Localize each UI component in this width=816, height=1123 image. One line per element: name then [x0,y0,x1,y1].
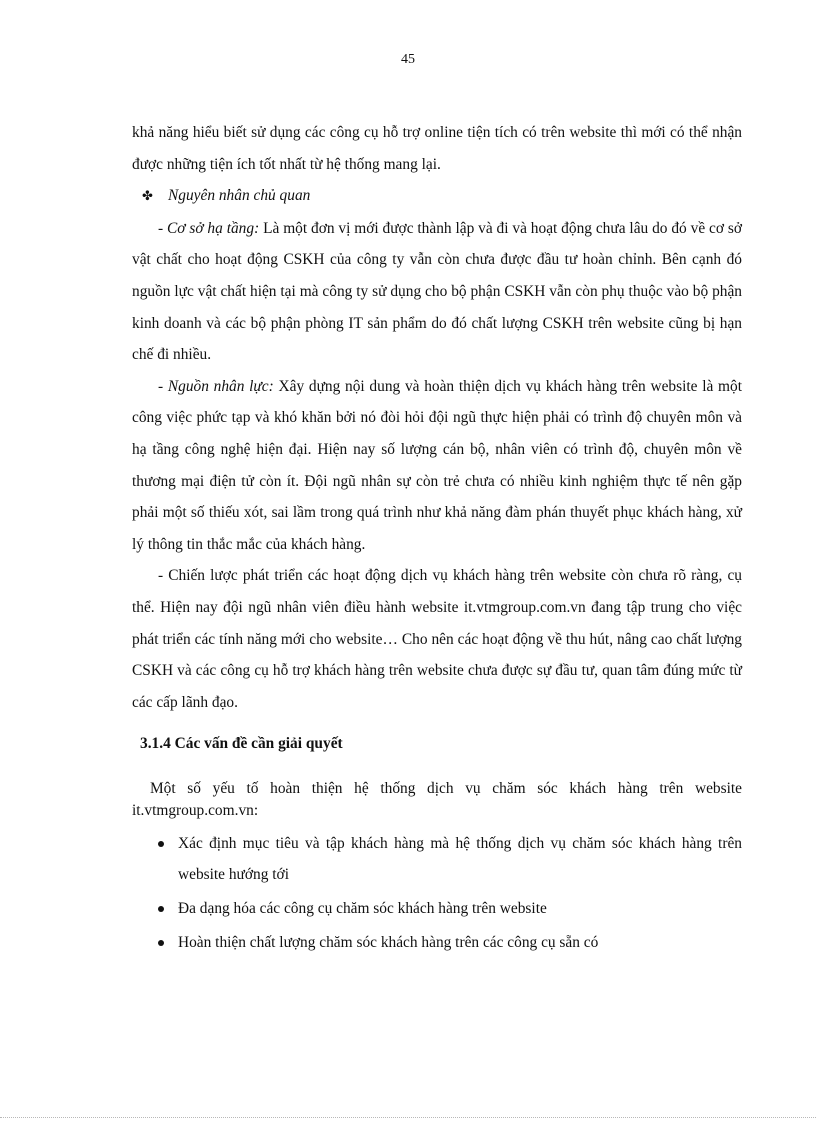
subheading-text: Nguyên nhân chủ quan [168,187,311,205]
diamond-bullet-icon: ✤ [142,189,153,205]
list-item [132,893,742,925]
list-item [132,828,742,891]
bullet-dot-icon [158,906,164,912]
paragraph-strategy: - Chiến lược phát triển các hoạt động dịch vụ khách hàng trên website còn chưa rõ ràng, cụ thể. Hiện nay đội ngũ nhân viên điều hành website it.vtmgroup.com.vn đang tập trung cho việc phát triển các tính năng mới cho website… Cho nên các hoạt động về thu hút, nâng cao chất lượng CSKH và các công cụ hỗ trợ khách hàng trên website chưa được sự đầu tư, quan tâm đúng mức từ các cấp lãnh đạo. [132,567,742,711]
human-resources-text: Xây dựng nội dung và hoàn thiện dịch vụ khách hàng trên website là một công việc phức tạp và khó khăn bởi nó đòi hỏi đội ngũ thực hiện phải có trình độ chuyên môn và hạ tầng công nghệ hiện đại. Hiện nay số lượng cán bộ, nhân viên có trình độ, chuyên môn về thương mại điện tử còn ít. Đội ngũ nhân sự còn trẻ chưa có nhiều kinh nghiệm thực tế nên gặp phải một số thiếu xót, sai lầm trong quá trình như khả năng đàm phán thuyết phục khách hàng, xử lý thông tin thắc mắc của khách hàng. [132,377,743,553]
human-resources-label: - Nguồn nhân lực: [158,377,274,395]
paragraph-continued: khả năng hiểu biết sử dụng các công cụ hỗ trợ online tiện tích có trên website thì mới có thể nhận được những tiện ích tốt nhất từ hệ thống mang lại. [132,124,742,173]
infrastructure-label: - Cơ sở hạ tầng: [158,219,260,237]
infrastructure-text: Là một đơn vị mới được thành lập và đi và hoạt động chưa lâu do đó về cơ sở vật chất cho hoạt động CSKH của công ty vẫn còn chưa được đầu tư hoàn chỉnh. Bên cạnh đó nguồn lực vật chất hiện tại mà công ty sử dụng cho bộ phận CSKH vẫn còn phụ thuộc vào bộ phận kinh doanh và các bộ phận phòng IT sản phẩm do đó chất lượng CSKH trên website cũng bị hạn chế đi nhiều. [132,219,743,364]
subheading [132,180,742,213]
page-number: 45 [401,52,415,67]
paragraph-human-resources [132,371,742,561]
bullet-list [132,828,742,958]
page-bottom-border [0,1117,816,1118]
paragraph-infrastructure [132,213,742,371]
page-content [132,117,742,960]
bullet-dot-icon [158,841,164,847]
list-item-text: Xác định mục tiêu và tập khách hàng mà hệ thống dịch vụ chăm sóc khách hàng trên website hướng tới [178,834,742,884]
section-heading: 3.1.4 Các vấn đề cần giải quyết [140,735,343,753]
section-intro: Một số yếu tố hoàn thiện hệ thống dịch vụ chăm sóc khách hàng trên website it.vtmgroup.com.vn: [132,779,742,819]
bullet-dot-icon [158,940,164,946]
list-item-text: Đa dạng hóa các công cụ chăm sóc khách hàng trên website [178,900,547,918]
list-item [132,927,742,959]
list-item-text: Hoàn thiện chất lượng chăm sóc khách hàng trên các công cụ sẵn có [178,933,599,951]
